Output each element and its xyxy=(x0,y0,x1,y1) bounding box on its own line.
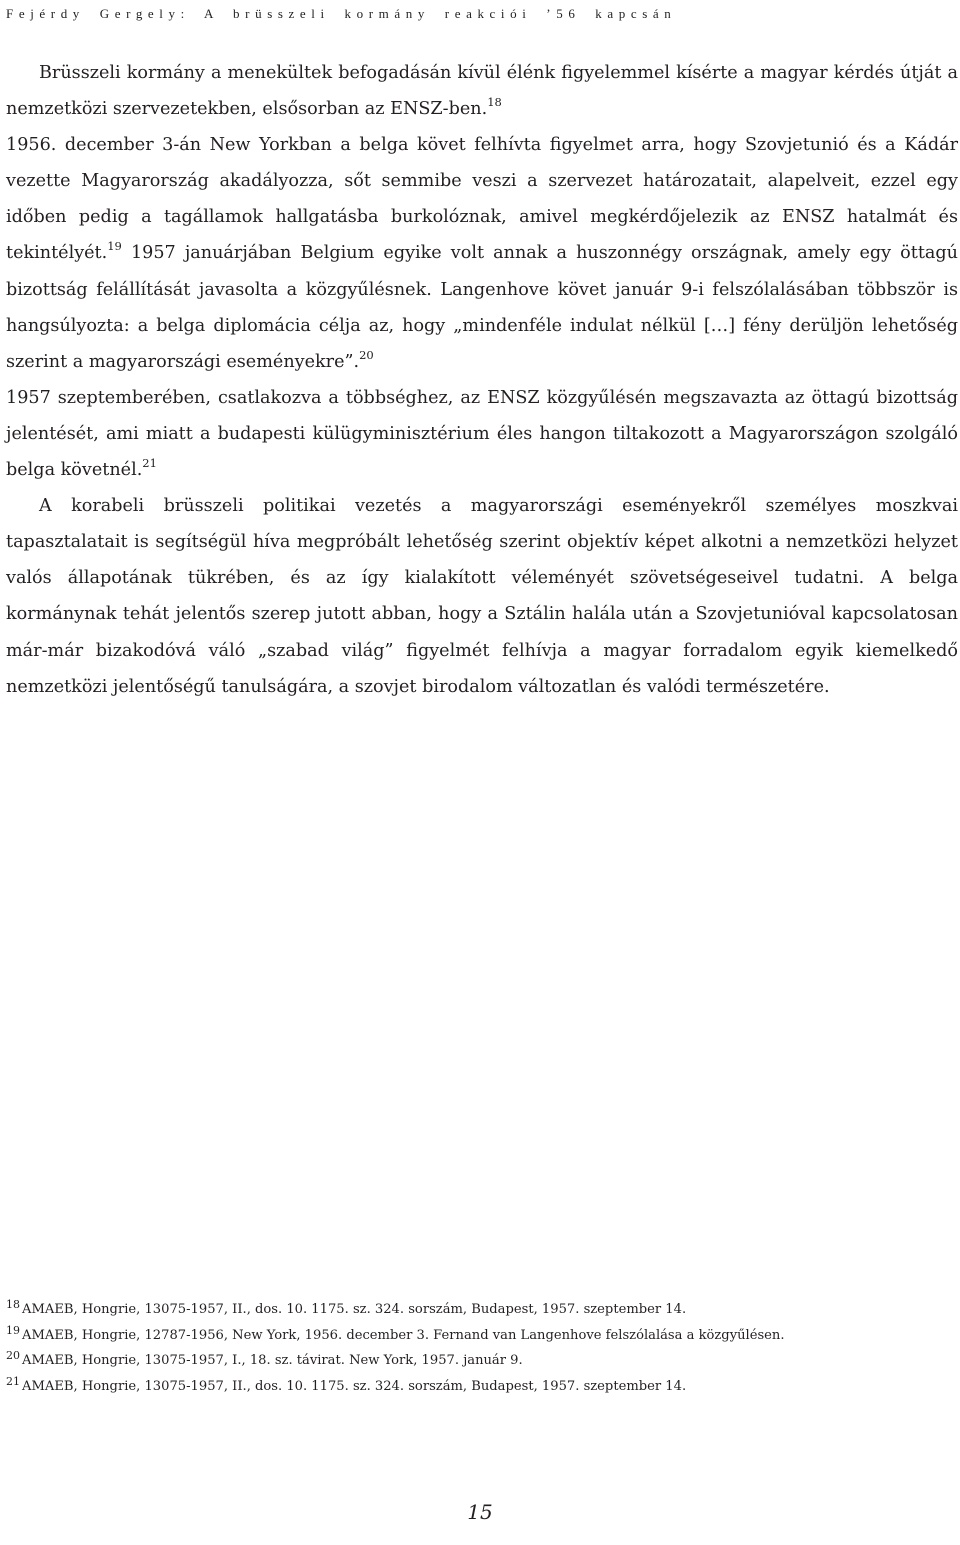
paragraph-1 xyxy=(6,55,958,127)
footnote-number: 20 xyxy=(6,1349,20,1363)
footnote-20 xyxy=(6,1348,958,1374)
footnotes-section xyxy=(6,1297,958,1399)
footnote-number: 18 xyxy=(6,1298,20,1311)
footnote-number: 19 xyxy=(6,1323,20,1337)
paragraph-2-text-b: 1957 januárjában Belgium egyike volt annak a huszonnégy országnak, amely egy öttagú bizottság felállítását javasolta a közgyűlésnek. Langenhove követ január 9-i felszólalásában többször is hangsúlyozta: a belga diplomácia célja az, hogy „mindenféle indulat nélkül […] fény derüljön lehetőség szerint a magyarországi eseményekre”. xyxy=(6,243,958,372)
paragraph-1-text: Brüsszeli kormány a menekültek befogadásán kívül élénk figyelemmel kísérte a magyar kérdés útját a nemzetközi szervezetekben, elsősorban az ENSZ-ben. xyxy=(6,63,958,120)
footnote-text: AMAEB, Hongrie, 13075-1957, II., dos. 10. 1175. sz. 324. sorszám, Budapest, 1957. szeptember 14. xyxy=(22,1302,687,1317)
footnote-text: AMAEB, Hongrie, 13075-1957, II., dos. 10. 1175. sz. 324. sorszám, Budapest, 1957. szeptember 14. xyxy=(22,1378,687,1394)
paragraph-3 xyxy=(6,380,958,488)
footnote-text: AMAEB, Hongrie, 12787-1956, New York, 1956. december 3. Fernand van Langenhove felszólalása a közgyűlésen. xyxy=(22,1327,785,1343)
footnote-ref-18[interactable]: 18 xyxy=(487,95,502,110)
paragraph-2 xyxy=(6,127,958,380)
paragraph-3-text: 1957 szeptemberében, csatlakozva a többséghez, az ENSZ közgyűlésén megszavazta az öttagú bizottság jelentését, ami miatt a budapesti külügyminisztérium éles hangon tiltakozott a Magyarországon szolgáló belga követnél. xyxy=(6,387,958,481)
footnote-ref-21[interactable]: 21 xyxy=(142,456,157,471)
footnote-19 xyxy=(6,1323,958,1349)
main-body-text xyxy=(6,55,958,705)
footnote-21 xyxy=(6,1374,958,1400)
paragraph-2-text-a: 1956. december 3-án New Yorkban a belga követ felhívta figyelmet arra, hogy Szovjetunió és a Kádár vezette Magyarország akadályozza, sőt semmibe veszi a szervezet határozatait, alapelveit, ezzel egy időben pedig a tagállamok hallgatásba burkolóznak, amivel megkérdőjelezik az ENSZ hatalmát és tekintélyét. xyxy=(6,135,958,264)
paragraph-4-text: A korabeli brüsszeli politikai vezetés a magyarországi eseményekről személyes moszkvai tapasztalatait is segítségül híva megpróbált lehetőség szerint objektív képet alkotni a nemzetközi helyzet valós állapotának tükrében, és az így kialakított véleményét szövetségeseivel tudatni. A belga kormánynak tehát jelentős szerep jutott abban, hogy a Sztálin halála után a Szovjetunióval kapcsolatosan már-már bizakodóvá váló „szabad világ” figyelmét felhívja a magyar forradalom egyik kiemelkedő nemzetközi jelentőségű tanulságára, a szovjet birodalom változatlan és valódi természetére. xyxy=(6,496,958,697)
running-head: Fejérdy Gergely: A brüsszeli kormány reakciói ’56 kapcsán xyxy=(6,6,677,21)
footnote-text: AMAEB, Hongrie, 13075-1957, I., 18. sz. távirat. New York, 1957. január 9. xyxy=(22,1353,523,1369)
paragraph-4 xyxy=(6,488,958,705)
footnote-number: 21 xyxy=(6,1374,20,1388)
footnote-ref-20[interactable]: 20 xyxy=(359,347,374,362)
page-number: 15 xyxy=(467,1500,493,1524)
footnote-ref-19[interactable]: 19 xyxy=(107,239,122,254)
footnote-18 xyxy=(6,1297,958,1323)
